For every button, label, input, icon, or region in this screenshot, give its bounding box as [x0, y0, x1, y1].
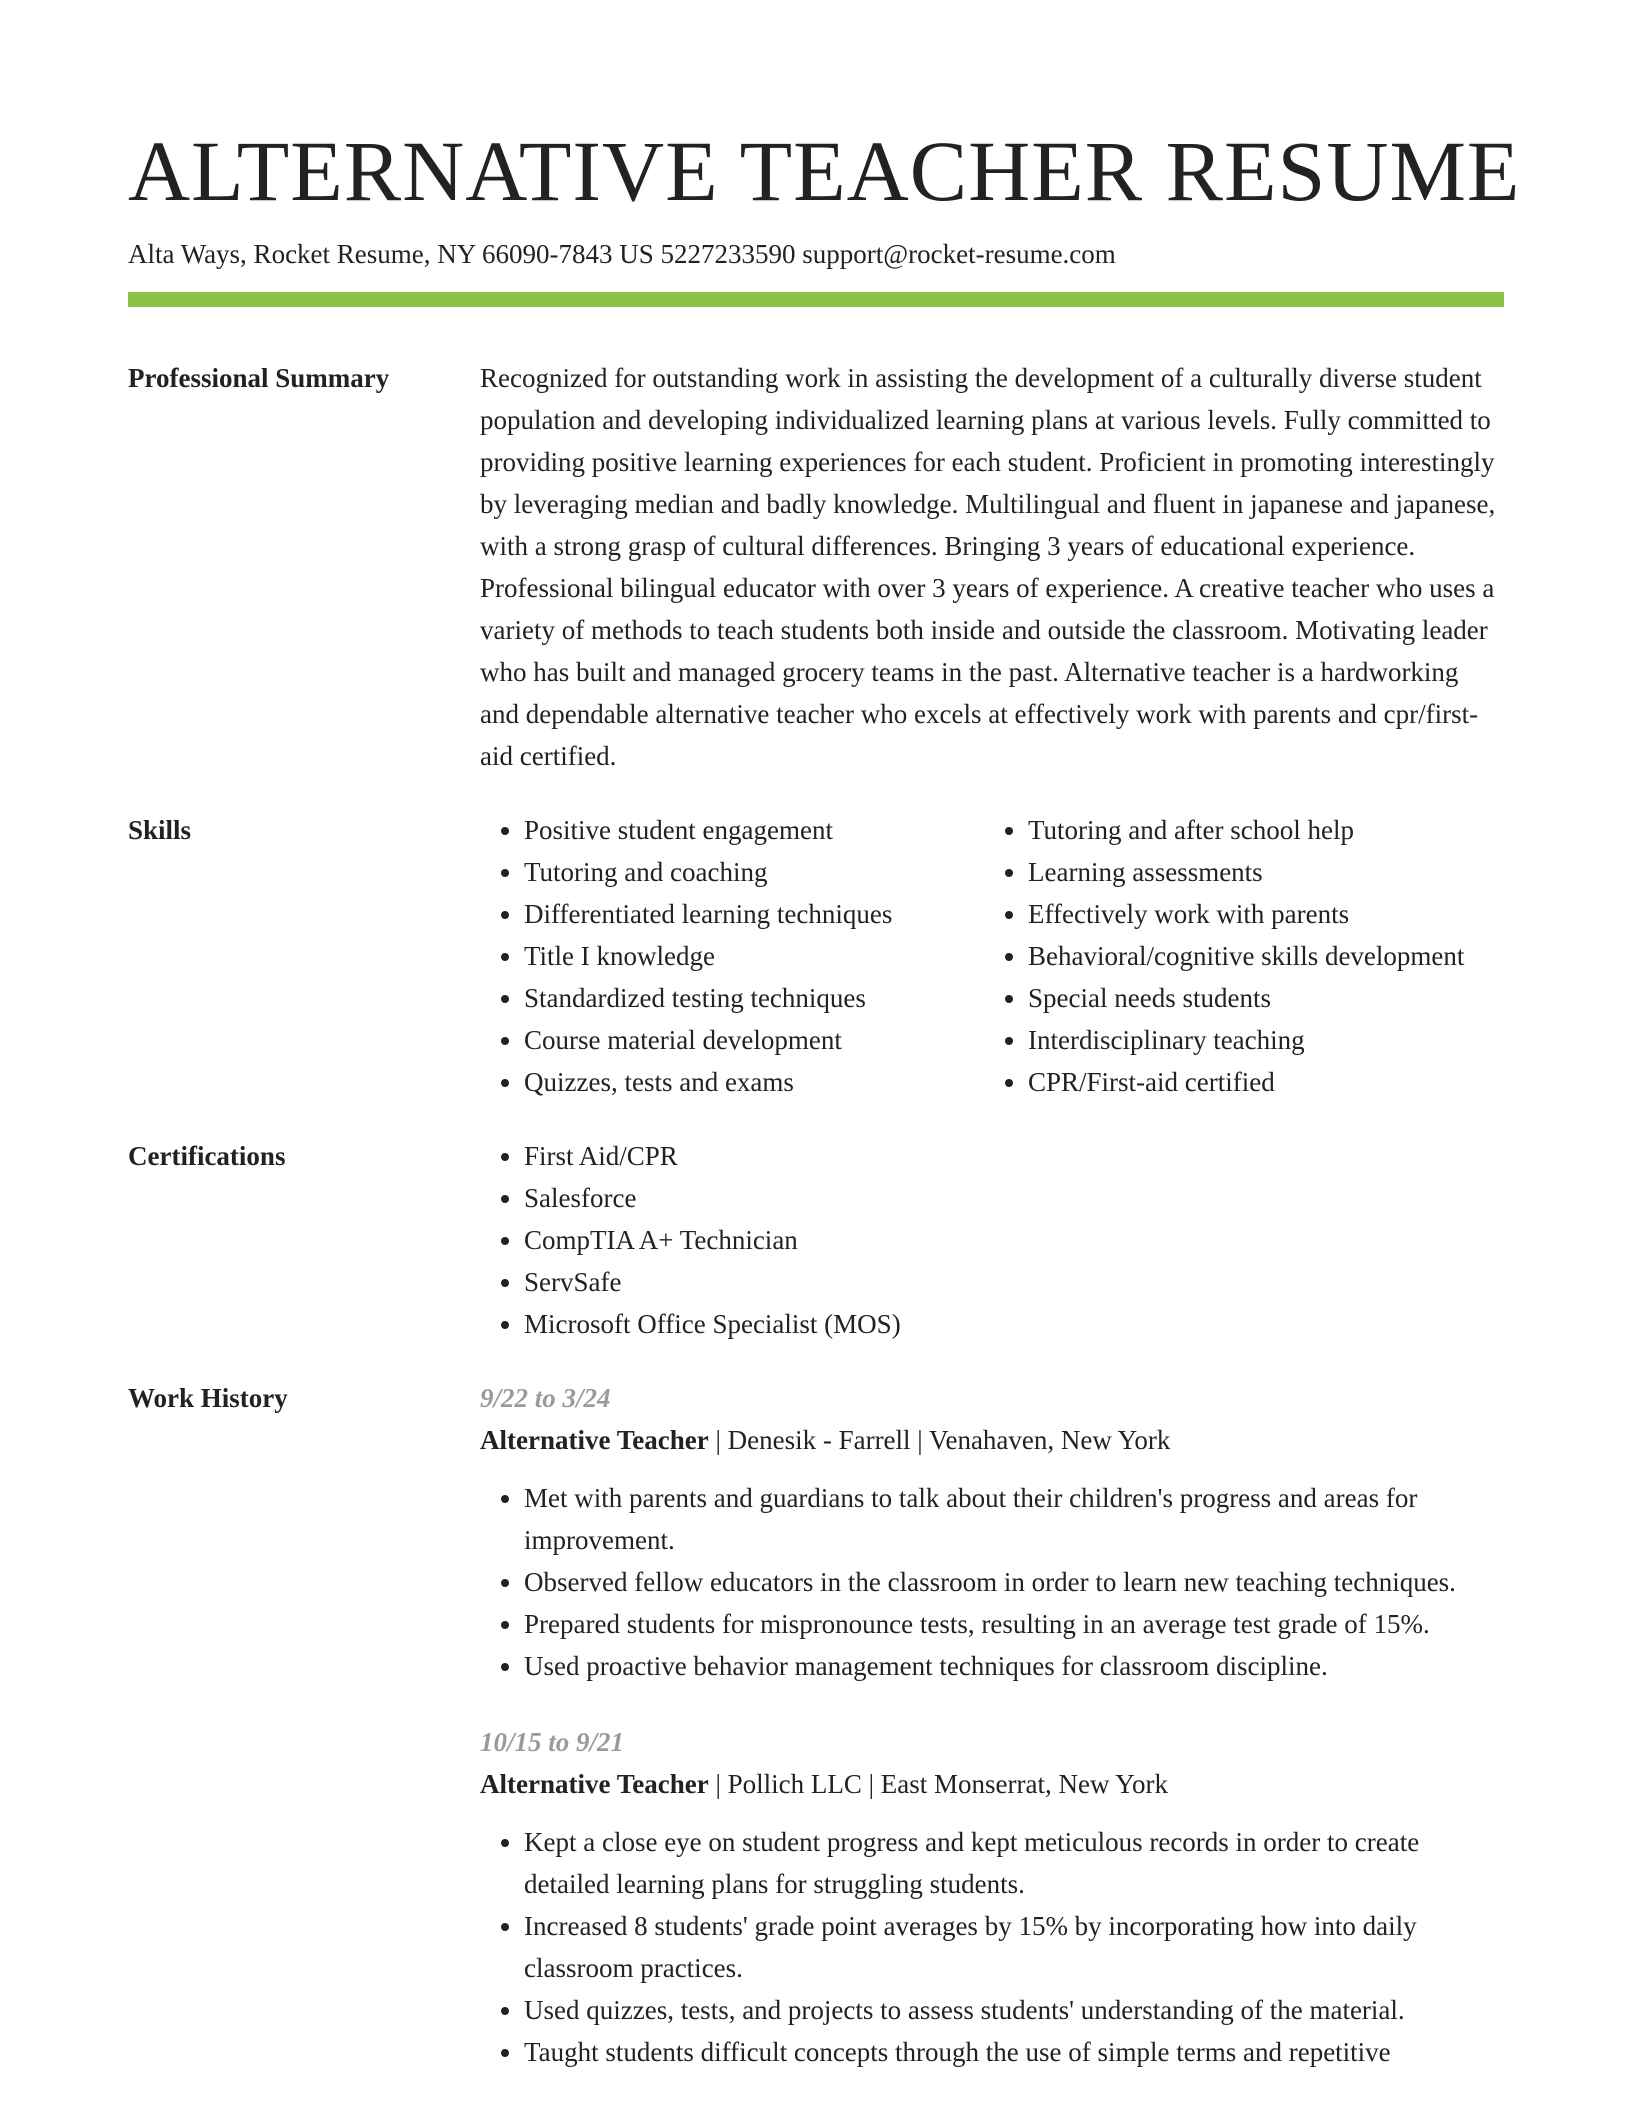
job-dates: 10/15 to 9/21 [480, 1727, 625, 1757]
skills-body [480, 809, 1504, 1103]
skill-item: • Differentiated learning techniques [524, 893, 984, 935]
work-history-body [480, 1377, 1504, 2107]
skill-item: • Effectively work with parents [1028, 893, 1504, 935]
job-bullet: • Prepared students for mispronounce tests, resulting in an average test grade of 15%. [524, 1603, 1504, 1645]
job-title: Alternative Teacher [480, 1769, 709, 1799]
job-title: Alternative Teacher [480, 1425, 709, 1455]
certification-item: • Salesforce [524, 1177, 1504, 1219]
job-bullet: • Taught students difficult concepts through the use of simple terms and repetitive [524, 2031, 1504, 2073]
certification-item: • CompTIA A+ Technician [524, 1219, 1504, 1261]
skills-column-left [480, 809, 984, 1103]
skills-list-left [480, 809, 984, 1103]
skills-column-right [984, 809, 1504, 1103]
job-entry [480, 1377, 1504, 1687]
skill-item: • Tutoring and coaching [524, 851, 984, 893]
work-history-label: Work History [128, 1383, 288, 1413]
certifications-list [480, 1135, 1504, 1345]
job-bullet: • Used quizzes, tests, and projects to assess students' understanding of the material. [524, 1989, 1504, 2031]
skills-label: Skills [128, 815, 192, 845]
contact-line: Alta Ways, Rocket Resume, NY 66090-7843 US 5227233590 support@rocket-resume.com [128, 239, 1116, 269]
certifications-section [128, 1135, 1504, 1345]
work-history-section [128, 1377, 1504, 2107]
job-bullet: • Kept a close eye on student progress and kept meticulous records in order to create detailed learning plans for struggling students. [524, 1821, 1504, 1905]
summary-label: Professional Summary [128, 363, 390, 393]
certification-item: • ServSafe [524, 1261, 1504, 1303]
skill-item: • Interdisciplinary teaching [1028, 1019, 1504, 1061]
skill-item: • Title I knowledge [524, 935, 984, 977]
job-dates: 9/22 to 3/24 [480, 1383, 611, 1413]
skill-item: • Positive student engagement [524, 809, 984, 851]
summary-text: Recognized for outstanding work in assisting the development of a culturally diverse student population and developing individualized learning plans at various levels. Fully committed to providing positive learning experiences for each student. Proficient in promoting interestingly by leveraging median and badly knowledge. Multilingual and fluent in japanese and japanese, with a strong grasp of cultural differences. Bringing 3 years of educational experience. Professional bilingual educator with over 3 years of experience. A creative teacher who uses a variety of methods to teach students both inside and outside the classroom. Motivating leader who has built and managed grocery teams in the past. Alternative teacher is a hardworking and dependable alternative teacher who excels at effectively work with parents and cpr/first-aid certified. [480, 363, 1496, 771]
certifications-body [480, 1135, 1504, 1345]
skills-section [128, 809, 1504, 1103]
job-heading [480, 1419, 1504, 1461]
certification-item: • Microsoft Office Specialist (MOS) [524, 1303, 1504, 1345]
summary-section [128, 357, 1504, 777]
job-bullet: • Met with parents and guardians to talk about their children's progress and areas for improvement. [524, 1477, 1504, 1561]
summary-body [480, 357, 1504, 777]
job-bullet: • Increased 8 students' grade point averages by 15% by incorporating how into daily classroom practices. [524, 1905, 1504, 1989]
skill-item: • Tutoring and after school help [1028, 809, 1504, 851]
accent-divider [128, 292, 1504, 307]
resume-title: ALTERNATIVE TEACHER RESUME [128, 123, 1521, 219]
job-bullet: • Observed fellow educators in the classroom in order to learn new teaching techniques. [524, 1561, 1504, 1603]
skill-item: • Standardized testing techniques [524, 977, 984, 1019]
skill-item: • Course material development [524, 1019, 984, 1061]
skills-list-right [984, 809, 1504, 1103]
job-employer-location: | Denesik - Farrell | Venahaven, New York [708, 1425, 1171, 1455]
certifications-label: Certifications [128, 1141, 286, 1171]
job-entry [480, 1721, 1504, 2073]
job-employer-location: | Pollich LLC | East Monserrat, New York [708, 1769, 1168, 1799]
skill-item: • Special needs students [1028, 977, 1504, 1019]
skill-item: • Quizzes, tests and exams [524, 1061, 984, 1103]
job-bullets [480, 1821, 1504, 2073]
certification-item: • First Aid/CPR [524, 1135, 1504, 1177]
skill-item: • Behavioral/cognitive skills development [1028, 935, 1504, 977]
job-heading [480, 1763, 1504, 1805]
job-bullets [480, 1477, 1504, 1687]
skill-item: • CPR/First-aid certified [1028, 1061, 1504, 1103]
skill-item: • Learning assessments [1028, 851, 1504, 893]
job-bullet: • Used proactive behavior management techniques for classroom discipline. [524, 1645, 1504, 1687]
